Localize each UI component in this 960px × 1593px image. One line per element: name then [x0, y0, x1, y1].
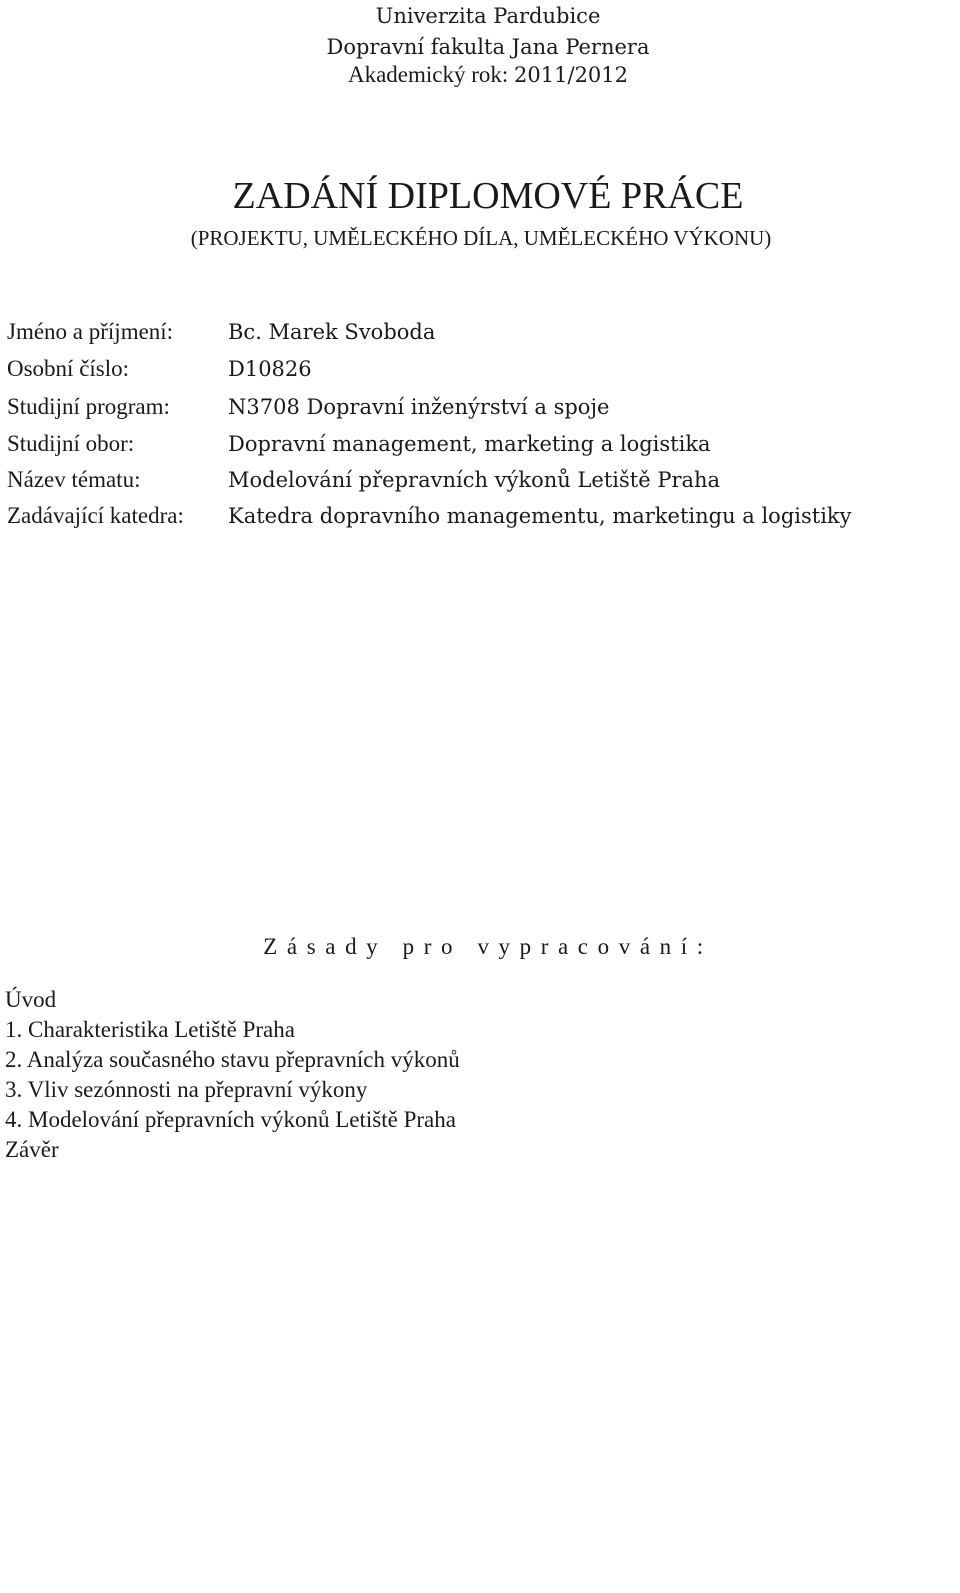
- university-name: Univerzita Pardubice: [375, 4, 601, 28]
- info-row-department: [0, 499, 960, 533]
- faculty-name: Dopravní fakulta Jana Pernera: [326, 35, 650, 59]
- info-row-personal-number: [0, 352, 960, 386]
- info-value: Bc. Marek Svoboda: [228, 320, 436, 344]
- info-value: N3708 Dopravní inženýrství a spoje: [228, 395, 610, 419]
- info-label: Studijní obor:: [7, 431, 135, 456]
- outline-item: 2. Analýza současného stavu přepravních výkonů: [5, 1047, 460, 1072]
- outline-item: Úvod: [5, 987, 57, 1012]
- info-label: Osobní číslo:: [7, 356, 130, 381]
- info-label: Název tématu:: [7, 467, 141, 492]
- outline-item: 3. Vliv sezónnosti na přepravní výkony: [5, 1077, 368, 1102]
- info-label: Zadávající katedra:: [7, 503, 184, 528]
- outline-item: Závěr: [5, 1137, 59, 1162]
- academic-year: [0, 61, 960, 89]
- info-value: Katedra dopravního managementu, marketingu a logistiky: [228, 504, 852, 528]
- info-label: Studijní program:: [7, 394, 170, 419]
- info-value: Modelování přepravních výkonů Letiště Praha: [228, 468, 721, 492]
- academic-year-label: Akademický rok:: [347, 62, 509, 87]
- document-subtitle: (PROJEKTU, UMĚLECKÉHO DÍLA, UMĚLECKÉHO VÝKONU): [190, 226, 772, 250]
- guidelines-heading: Zásady pro vypracování:: [263, 934, 713, 959]
- academic-year-value: 2011/2012: [514, 63, 629, 87]
- info-row-name: [0, 315, 960, 349]
- info-row-study-field: [0, 427, 960, 461]
- info-value: D10826: [228, 357, 312, 381]
- guidelines-outline: [5, 985, 460, 1165]
- info-row-study-program: [0, 390, 960, 424]
- info-label: Jméno a příjmení:: [7, 319, 174, 344]
- document-title: ZADÁNÍ DIPLOMOVÉ PRÁCE: [232, 175, 744, 217]
- info-row-topic: [0, 463, 960, 497]
- outline-item: 1. Charakteristika Letiště Praha: [5, 1017, 295, 1042]
- outline-item: 4. Modelování přepravních výkonů Letiště Praha: [5, 1107, 456, 1132]
- info-value: Dopravní management, marketing a logistika: [228, 432, 711, 456]
